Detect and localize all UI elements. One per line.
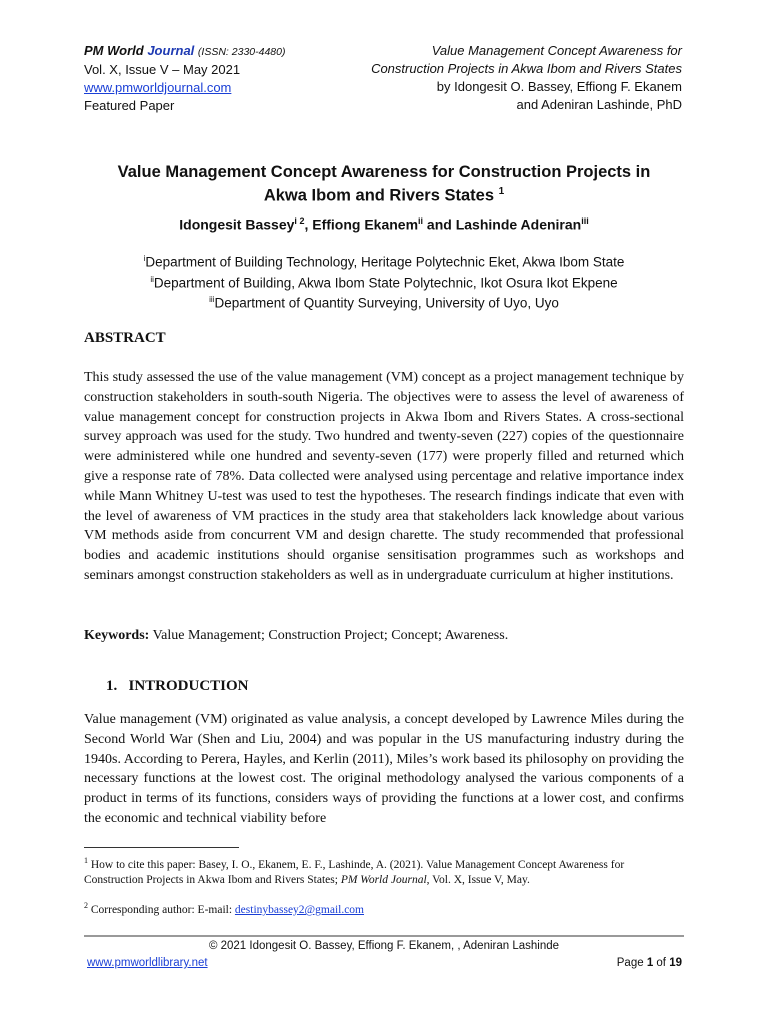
author-email-link[interactable]: destinybassey2@gmail.com [234, 903, 365, 916]
abstract-heading: ABSTRACT [84, 330, 166, 346]
title-line1: Value Management Concept Awareness for Construction Projects in [117, 163, 651, 181]
affiliation-mark: iii [209, 295, 215, 304]
affiliation [84, 250, 684, 271]
journal-prefix: PM World [84, 43, 144, 58]
title-footnote-mark: 1 [498, 186, 505, 197]
author-affil-mark: iii [581, 216, 589, 226]
footnote-mark: 1 [84, 856, 88, 865]
author-name: Lashinde Adeniran [455, 216, 582, 233]
journal-line [84, 42, 285, 61]
library-website-link[interactable]: www.pmworldlibrary.net [87, 957, 208, 969]
footnote-mark: 2 [84, 901, 88, 910]
author-list [84, 216, 684, 233]
issn: (ISSN: 2330-4480) [197, 46, 286, 58]
section-heading [106, 678, 249, 695]
keywords-text: Value Management; Construction Project; Concept; Awareness. [149, 628, 509, 643]
author-separator: , [304, 216, 313, 233]
footnote-1 [84, 853, 684, 888]
page-total: 19 [669, 957, 682, 969]
footnote-divider [84, 847, 239, 848]
keywords [84, 626, 684, 646]
title-line2: Akwa Ibom and Rivers States [263, 186, 494, 205]
page-word: Page [616, 957, 647, 969]
introduction-text: Value management (VM) originated as value analysis, a concept developed by Lawrence Miles during the Second World War (Shen and Liu, 2004) and was popular in the US manufacturing industry during the 1940s. According to Perera, Hayles, and Kerlin (2011), Miles’s work based its philosophy on providing the necessary functions at the lowest cost. The original methodology analysed the various components of a product in terms of its functions, considers ways of providing the functions at a lower cost, and confirms the economic and technical viability before [84, 712, 684, 826]
footnote-text: Corresponding author: E-mail: [88, 903, 235, 916]
abstract-text: This study assessed the use of the value management (VM) concept as a project management technique by construction stakeholders in south-south Nigeria. The objectives were to assess the level of awareness of value management concept for construction projects in Akwa Ibom and Rivers States. A cross-sectional survey approach was used for the study. Two hundred and twenty-seven (227) copies of the questionnaire were administered while one hundred and seventy-seven (177) were properly filled and returned which give a response rate of 78%. Data collected were analysed using percentage and relative importance index while Mann Whitney U-test was used to test the hypotheses. The research findings indicate that even with the level of awareness of VM practices in the study area that stakeholders lack knowledge about various VM methods aside from concurrent VM and design charette. The study recommended that professional bodies and academic institutions should organise sensitisation programmes such as workshops and seminars amongst construction stakeholders as well as in undergraduate curriculum at higher institutions. [84, 370, 684, 583]
volume-issue: Vol. X, Issue V – May 2021 [84, 62, 241, 77]
affiliation-text: Department of Building Technology, Heritage Polytechnic Eket, Akwa Ibom State [145, 254, 625, 270]
affiliations [84, 250, 684, 312]
paper-type: Featured Paper [84, 98, 175, 113]
author-affil-mark: i [294, 216, 297, 226]
affiliation [84, 291, 684, 312]
header-left [84, 42, 285, 115]
affiliation [84, 271, 684, 292]
section-number: 1. [106, 678, 118, 694]
affiliation-mark: ii [150, 274, 154, 284]
affiliation-text: Department of Quantity Surveying, University of Uyo, Uyo [214, 295, 559, 311]
running-authors-line2: and Adeniran Lashinde, PhD [516, 97, 682, 112]
header-right [371, 42, 682, 114]
page-number [617, 957, 682, 969]
running-title-line2: Construction Projects in Akwa Ibom and Rivers States [371, 61, 682, 76]
author-name: Idongesit Bassey [179, 216, 295, 233]
author-affil-mark: ii [418, 216, 424, 226]
running-authors-line1: by Idongesit O. Bassey, Effiong F. Ekanem [436, 79, 682, 94]
journal-website-link[interactable]: www.pmworldjournal.com [84, 80, 232, 95]
page-of: of [653, 957, 670, 969]
keywords-label: Keywords: [84, 628, 150, 643]
footer-divider [84, 935, 684, 937]
footnote-tail: , Vol. X, Issue V, May. [426, 873, 530, 886]
affiliation-text: Department of Building, Akwa Ibom State Polytechnic, Ikot Osura Ikot Ekpene [153, 275, 618, 290]
section-title: INTRODUCTION [128, 678, 249, 694]
footer-copyright: © 2021 Idongesit O. Bassey, Effiong F. Ekanem, , Adeniran Lashinde [208, 940, 560, 952]
author-separator: and [423, 216, 456, 233]
footnote-journal: PM World Journal [340, 873, 427, 886]
footnote-2 [84, 898, 684, 918]
footnote-text: How to cite this paper: Basey, I. O., Ekanem, E. F., Lashinde, A. (2021). Value Management Concept Awareness for Construction Projects in Akwa Ibom and Rivers States; [84, 858, 625, 886]
page-current: 1 [646, 957, 654, 969]
running-title-line1: Value Management Concept Awareness for [431, 43, 682, 58]
journal-word: Journal [147, 43, 195, 58]
paper-title [84, 162, 684, 206]
author-footnote-mark: 2 [299, 216, 305, 226]
affiliation-mark: i [143, 254, 146, 263]
author-name: Effiong Ekanem [312, 216, 419, 233]
